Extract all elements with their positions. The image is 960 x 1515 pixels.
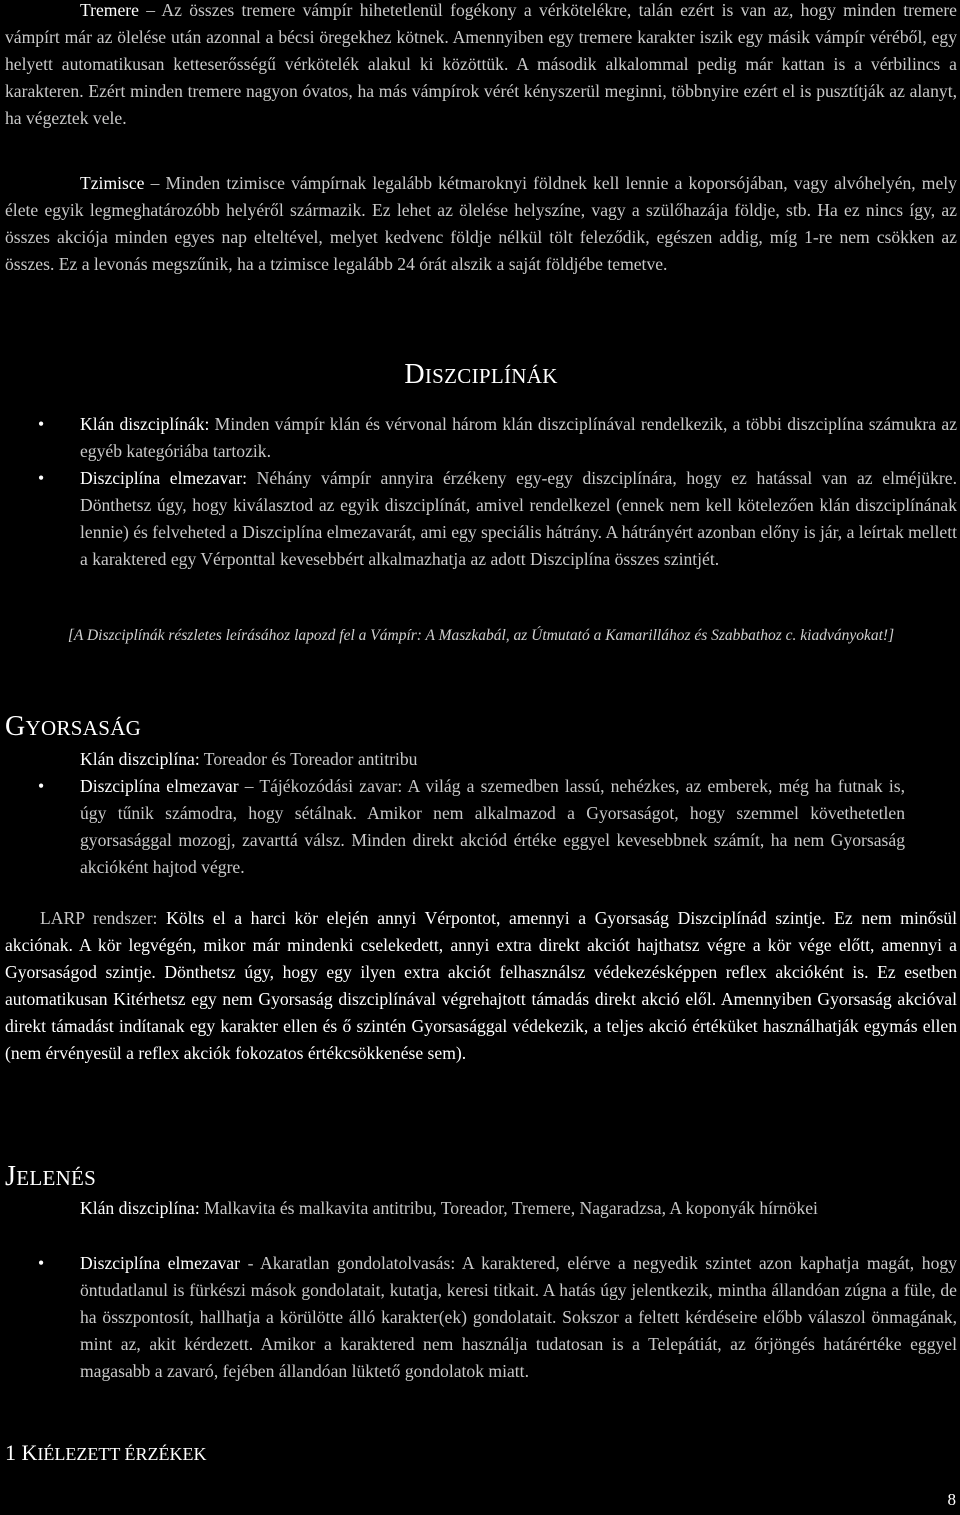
tzimisce-text: – Minden tzimisce vámpírnak legalább kétmaroknyi földnek kell lennie a koporsójában, vagy alvóhelyén, mely élete egyik legmeghatározóbb helyéről származik. Ez lehet az ölelése helyszíne, vagy a szülőhazája földje, stb. Ha ez nincs így, az összes akciója minden egyes nap elteltével, melyet kedvenc földje nélkül tölt feleződik, egészen addig, míg 1-re nem csökken az összes. Ez a levonás megszűnik, ha a tzimisce legalább 24 órát alszik a saját földjébe temetve. — [5, 173, 957, 274]
celerity-heading: GYORSASÁG — [5, 711, 142, 742]
disciplines-list — [5, 411, 957, 573]
presence-list — [5, 1250, 957, 1385]
tremere-text: – Az összes tremere vámpír hihetetlenül fogékony a vérkötelékre, talán ezért is van az, hogy minden tremere vámpírt már az ölelése után azonnal a bécsi öregekhez kötnek. Amennyiben egy tremere karakter iszik egy másik vámpír véréből, egy helyett automatikusan ketteserősségű vérkötelék alakul ki közöttük. A második alkalommal pedig már kattan is a vérbilincs a karakteren. Ezért minden tremere nagyon óvatos, ha más vámpírok vérét kényszerül meginni, többnyire ezért el is pusztítják az alanyt, ha végeztek vele. — [5, 0, 957, 128]
list-item: • Diszciplína elmezavar – Tájékozódási zavar: A világ a szemedben lassú, nehézkes, az emberek, még ha futnak is, úgy tűnik számodra, hogy sétálnak. Amikor nem alkalmazod a Gyorsaságot, hogy szemmel követhetetlen gyorsasággal mozogj, zavarttá válsz. Minden direkt akciód értéke eggyel kevesebbnek számít, ha nem Gyorsaság akcióként hajtod végre. — [5, 773, 905, 881]
disciplines-heading: DISZCIPLÍNÁK — [404, 359, 558, 390]
sub-heading-kielezett: 1 KIÉLEZETT ÉRZÉKEK — [5, 1440, 207, 1465]
bullet-icon: • — [38, 468, 45, 488]
tremere-label: Tremere — [80, 0, 139, 20]
tzimisce-paragraph — [5, 170, 957, 278]
list-item: • Diszciplína elmezavar - Akaratlan gondolatolvasás: A karaktered, elérve a negyedik szintet azon kaphatja magát, hogy öntudatlanul is fürkészi mások gondolatait, kutatja, keresi titkait. A hatás úgy jelentkezik, mintha állandóan zúgna a füle, de ha összpontosít, hallhatja a körülötte álló karakter(ek) gondolatait. Sokszor a feltett kérdéseire előbb válaszol önmagának, mint az, akit kérdezett. Amikor a karaktered nem használja tudatosan is a Telepátiát, az őrjöngés határértéke eggyel magasabb a zavaró, fejében állandóan lüktető gondolatok miatt. — [5, 1250, 957, 1385]
tremere-paragraph — [5, 0, 957, 132]
celerity-list — [5, 773, 905, 881]
list-item: • Klán diszciplínák: Minden vámpír klán és vérvonal három klán diszciplínával rendelkezik, a többi diszciplína számukra az egyéb kategóriába tartozik. — [5, 411, 957, 465]
presence-clan: Klán diszciplína: Malkavita és malkavita antitribu, Toreador, Tremere, Nagaradzsa, A koponyák hírnökei — [80, 1198, 818, 1218]
bullet-icon: • — [38, 414, 45, 434]
disciplines-note: [A Diszciplínák részletes leírásához lapozd fel a Vámpír: A Maszkabál, az Útmutató a Kamarillához és Szabbathoz c. kiadványokat!] — [67, 627, 895, 644]
presence-heading: JELENÉS — [5, 1161, 97, 1192]
list-item: • Diszciplína elmezavar: Néhány vámpír annyira érzékeny egy-egy diszciplínára, hogy ez hatással van az elméjükre. Dönthetsz úgy, hogy kiválasztod az egyik diszciplínát, amivel rendelkezel (ennek nem kell kötelezően klán diszciplínának lennie) és felveheted a Diszciplína elmezavarát, ami egy speciális hátrány. A hátrányért azonban előny is jár, a leírtak mellett a karaktered egy Vérponttal kevesebbért alkalmazhatja az adott Diszciplína összes szintjét. — [5, 465, 957, 573]
bullet-icon: • — [38, 1253, 45, 1273]
tzimisce-label: Tzimisce — [80, 173, 145, 193]
celerity-larp: LARP rendszer: Költs el a harci kör elején annyi Vérpontot, amennyi a Gyorsaság Diszciplínád szintje. Ez nem minősül akciónak. A kör legvégén, mikor már mindenki cselekedett, annyi extra direkt akciót hajthatsz végre a kör vége előtt, amennyi a Gyorsaságod szintje. Dönthetsz úgy, hogy egy ilyen extra akciót felhasználsz védekezésképpen reflex akcióként is. Ez esetben automatikusan Kitérhetsz egy nem Gyorsaság diszciplínával végrehajtott támadás direkt akció elől. Amennyiben Gyorsaság akcióval direkt támadást indítanak egy karakter ellen és ő szintén Gyorsasággal védekezik, a teljes akció értéküket használhatják egymás ellen (nem érvényesül a reflex akciók fokozatos értékcsökkenése sem). — [5, 908, 957, 1063]
celerity-clan: Klán diszciplína: Toreador és Toreador antitribu — [80, 749, 418, 769]
bullet-icon: • — [38, 776, 45, 796]
page-number: 8 — [947, 1490, 956, 1509]
